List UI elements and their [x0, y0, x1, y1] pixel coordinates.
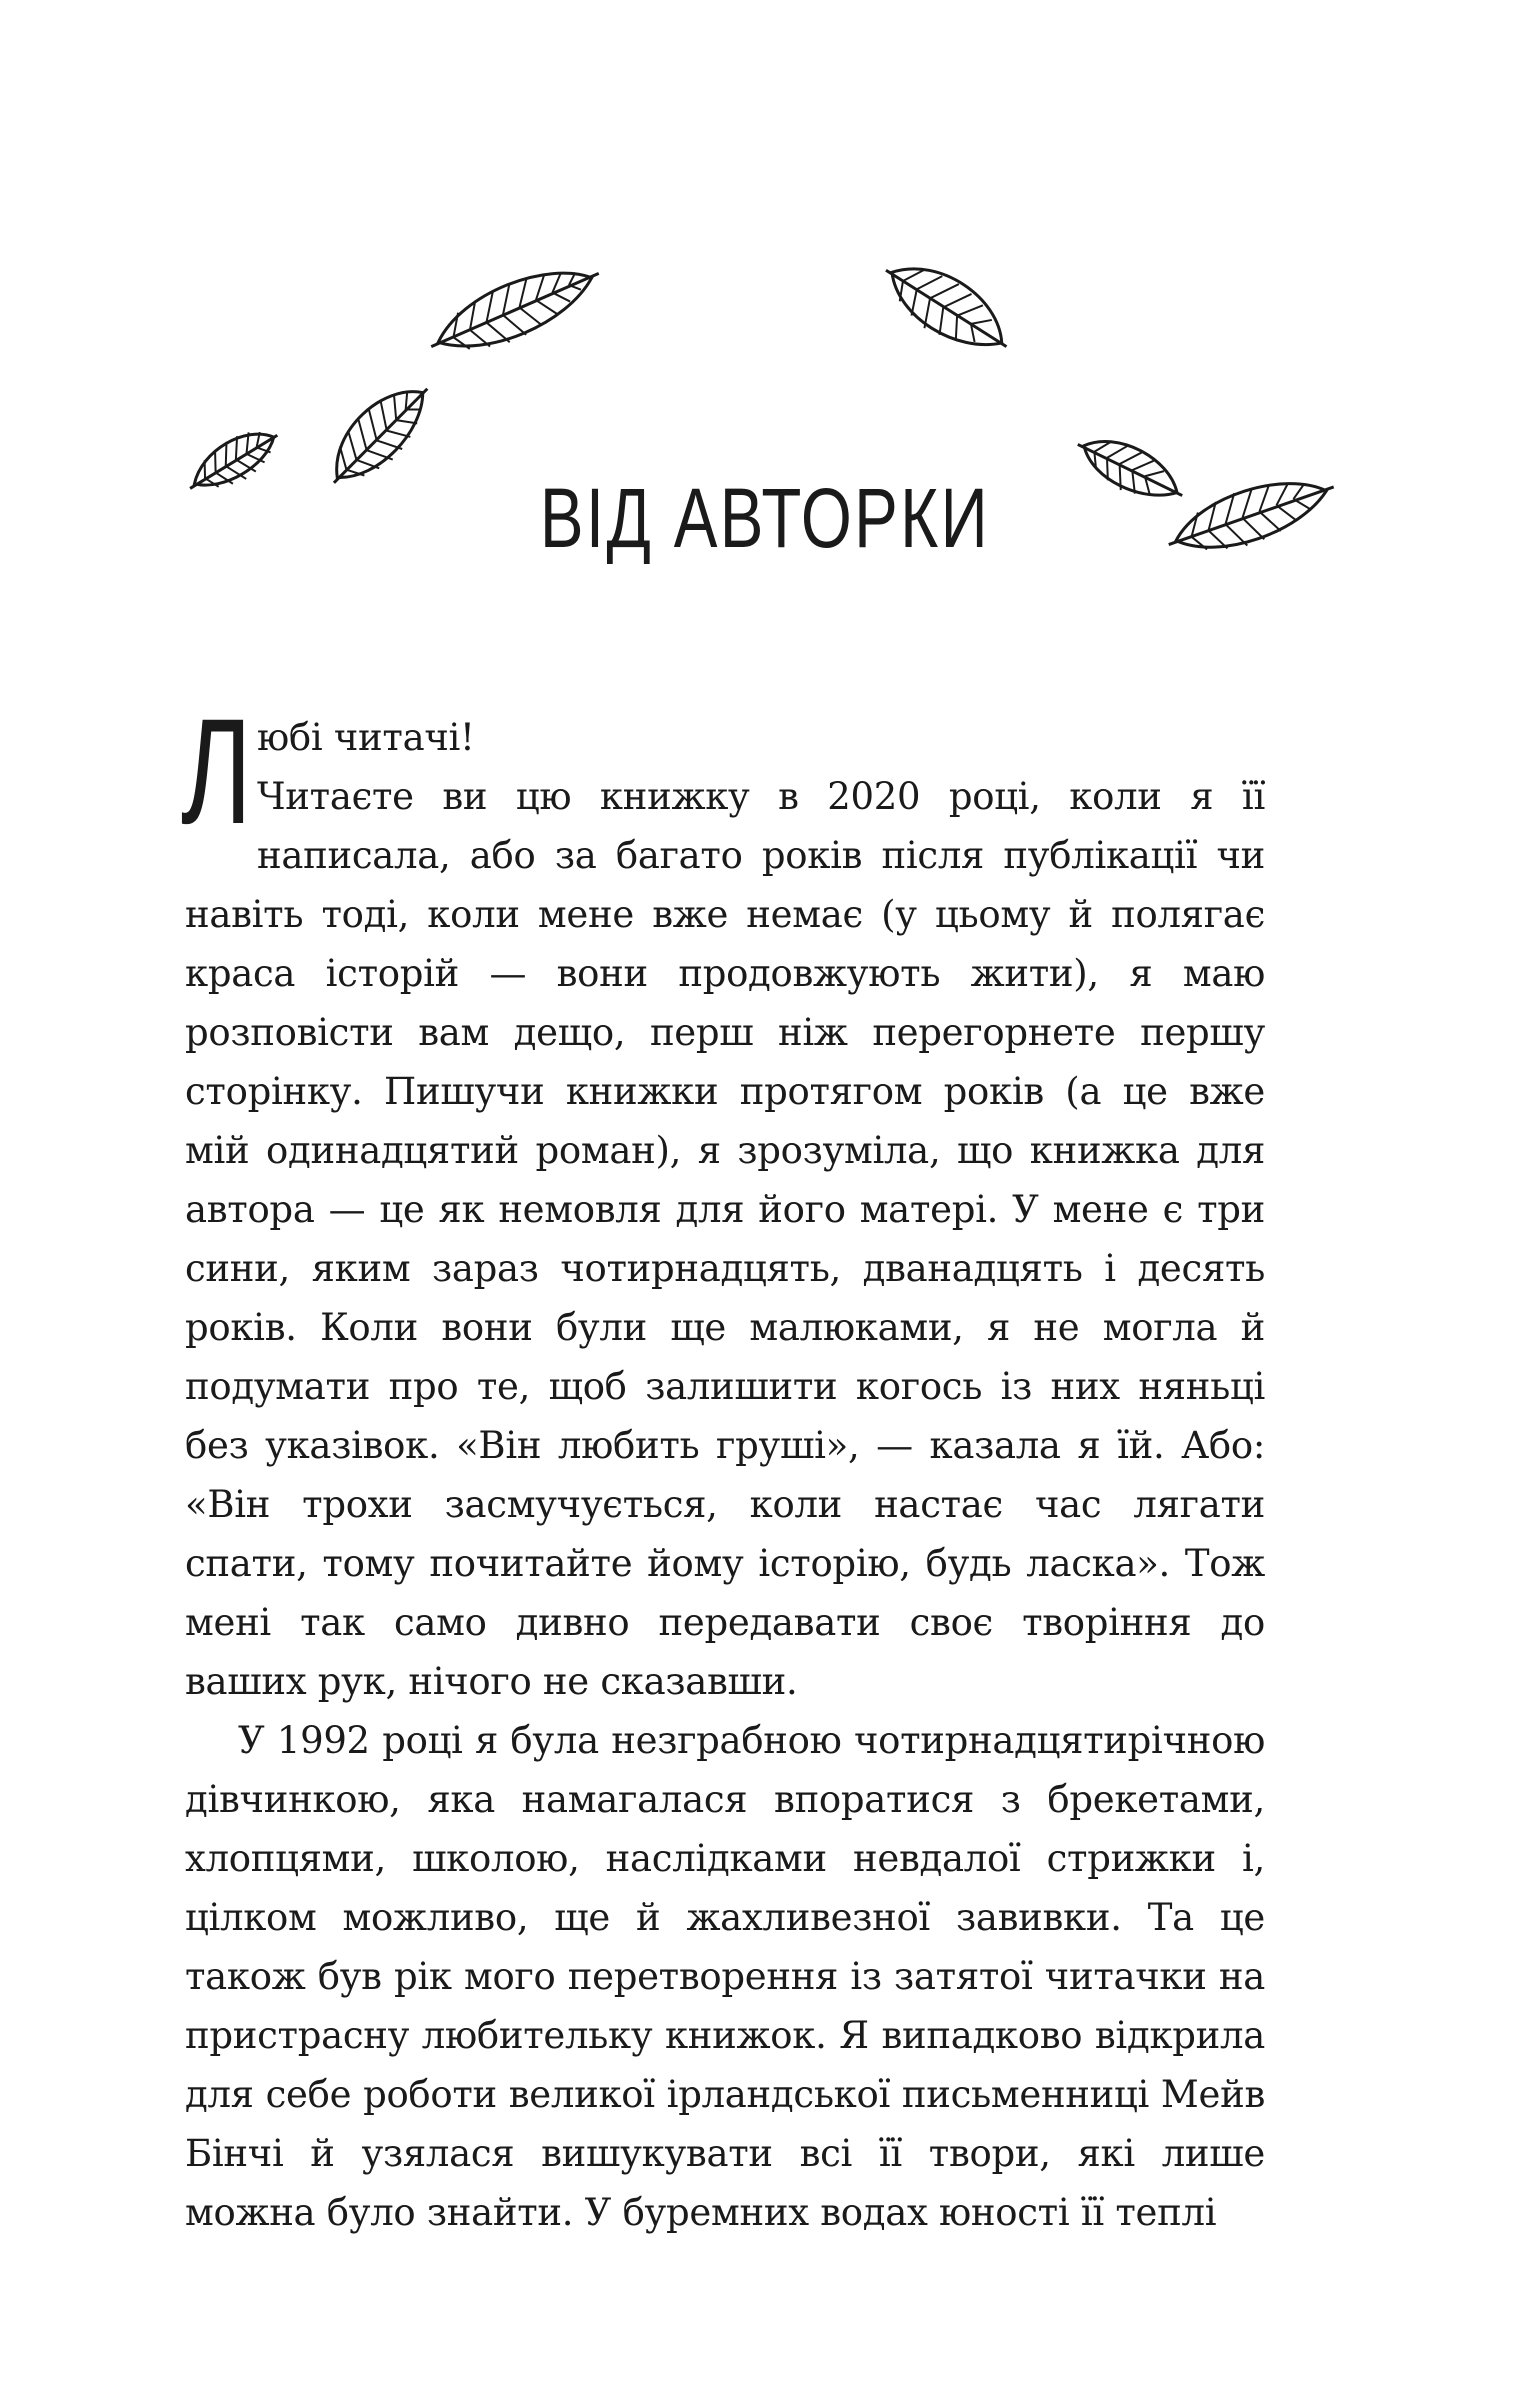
- leaf-icon: [420, 255, 610, 365]
- paragraph-1: Читаєте ви цю книжку в 2020 році, коли я її написала, або за багато років після публікації чи навіть тоді, коли мене вже немає (у цьому й полягає краса історій — вони продовжують жити), я маю розповісти вам дещо, перш ніж перегорнете першу сторінку. Пишучи книжки протягом років (а це вже мій одинадцятий роман), я зрозуміла, що книжка для автора — це як немовля для його матері. У мене є три сини, яким зараз чотирнадцять, дванадцять і десять років. Коли вони були ще малюками, я не могла й подумати про те, щоб залишити когось із них няньці без указівок. «Він любить груші», — казала я їй. Або: «Він трохи засмучується, коли настає час лягати спати, тому почитайте йому історію, будь ласка». Тож мені так само дивно передавати своє творіння до ваших рук, нічого не сказавши.: [185, 775, 1265, 1703]
- drop-cap: Л: [181, 687, 252, 855]
- leaf-icon: [870, 245, 1020, 375]
- paragraph-2: У 1992 році я була незграбною чотирнадцятирічною дівчинкою, яка намагалася впоратися з брекетами, хлопцями, школою, наслідками невдалої стрижки і, цілком можливо, ще й жахливезної завивки. Та це також був рік мого перетворення із затятої читачки на пристрасну любительку книжок. Я випадково відкрила для себе роботи великої ірландської письменниці Мейв Бінчі й узялася вишукувати всі її твори, які лише можна було знайти. У буремних водах юності її теплі: [185, 1719, 1265, 2234]
- greeting-line: юбі читачі!: [257, 716, 475, 759]
- greeting-paragraph: [181, 687, 1265, 1711]
- body-text: [181, 687, 1265, 2242]
- page-title: ВІД АВТОРКИ: [539, 471, 991, 565]
